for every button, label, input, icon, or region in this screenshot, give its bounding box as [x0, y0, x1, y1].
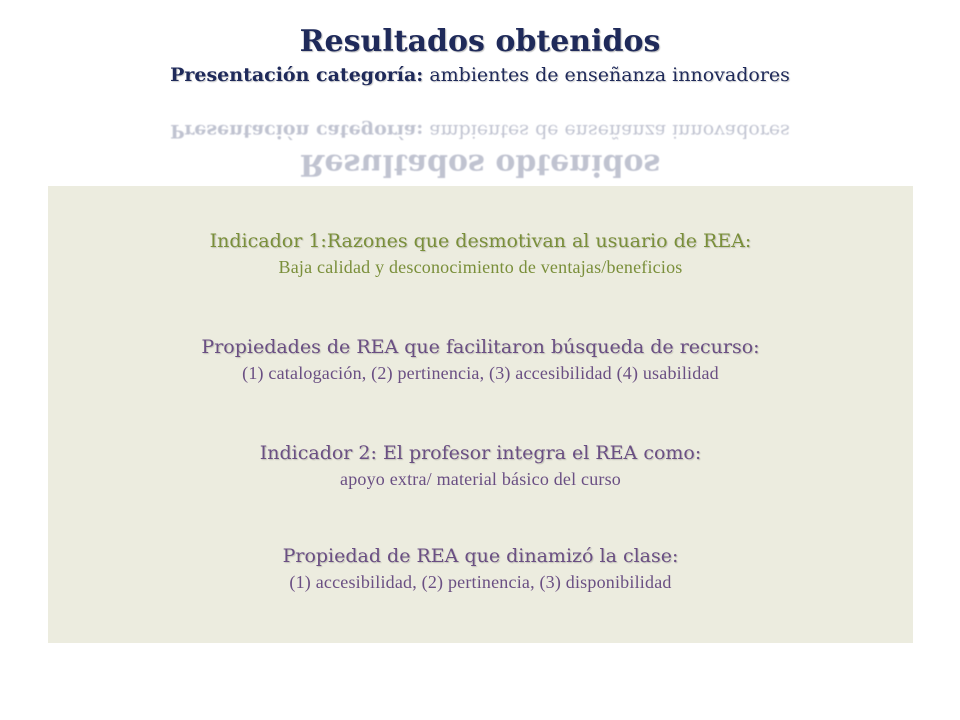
slide-title: Resultados obtenidos [299, 24, 661, 59]
section-indicador-1 [48, 228, 913, 280]
content-panel [48, 186, 913, 643]
reflection-subtitle [0, 118, 960, 144]
slide-subtitle [0, 62, 960, 88]
reflection-subtitle-lead: Presentación categoría: [170, 120, 424, 142]
subtitle-lead: Presentación categoría: [170, 64, 424, 86]
section-heading: Indicador 1:Razones que desmotivan al usuario de REA: [209, 230, 752, 252]
section-heading: Indicador 2: El profesor integra el REA como: [259, 442, 702, 464]
reflection-subtitle-rest: ambientes de enseñanza innovadores [423, 120, 790, 142]
section-indicador-2 [48, 440, 913, 492]
section-body: (1) catalogación, (2) pertinencia, (3) accesibilidad (4) usabilidad [242, 363, 719, 383]
section-propiedades-busqueda [48, 334, 913, 386]
section-heading: Propiedad de REA que dinamizó la clase: [282, 545, 679, 567]
section-body: apoyo extra/ material básico del curso [340, 469, 621, 489]
reflection-title: Resultados obtenidos [299, 147, 661, 182]
section-body: Baja calidad y desconocimiento de ventajas/beneficios [278, 257, 683, 277]
section-propiedad-clase [48, 543, 913, 595]
title-block [0, 22, 960, 88]
section-heading: Propiedades de REA que facilitaron búsqueda de recurso: [201, 336, 760, 358]
subtitle-rest: ambientes de enseñanza innovadores [423, 64, 790, 86]
title-reflection [0, 118, 960, 184]
section-body: (1) accesibilidad, (2) pertinencia, (3) disponibilidad [289, 572, 672, 592]
